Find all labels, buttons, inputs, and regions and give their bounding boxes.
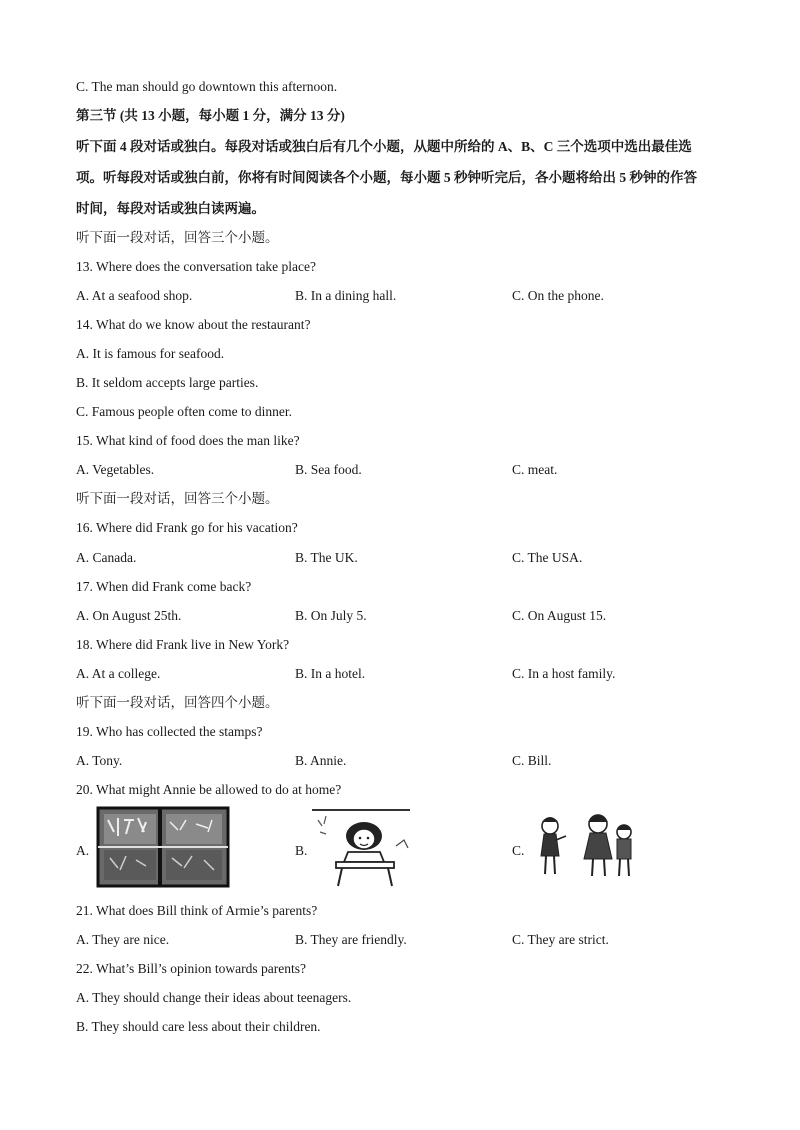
question-14: 14. What do we know about the restaurant? xyxy=(76,317,311,332)
dialogue-intro: 听下面一段对话，回答四个小题。 xyxy=(76,695,279,710)
q15-option-c[interactable]: C. meat. xyxy=(512,462,558,477)
question-22: 22. What’s Bill’s opinion towards parents? xyxy=(76,961,306,976)
picture-c-children-image xyxy=(530,812,640,884)
question-19: 19. Who has collected the stamps? xyxy=(76,724,263,739)
q13-option-b[interactable]: B. In a dining hall. xyxy=(295,288,397,303)
q17-option-c[interactable]: C. On August 15. xyxy=(512,608,607,623)
q14-option-b[interactable]: B. It seldom accepts large parties. xyxy=(76,375,259,390)
section-heading: 第三节 (共 13 小题，每小题 1 分，满分 13 分) xyxy=(76,108,345,123)
q19-option-c[interactable]: C. Bill. xyxy=(512,753,552,768)
q14-option-a[interactable]: A. It is famous for seafood. xyxy=(76,346,225,361)
q19-option-a[interactable]: A. Tony. xyxy=(76,753,123,768)
picture-a-board-image xyxy=(96,806,230,888)
q15-option-b[interactable]: B. Sea food. xyxy=(295,462,362,477)
q22-option-b[interactable]: B. They should care less about their children. xyxy=(76,1019,321,1034)
q20-option-b[interactable]: B. xyxy=(295,843,308,858)
q14-option-c[interactable]: C. Famous people often come to dinner. xyxy=(76,404,292,419)
q17-option-b[interactable]: B. On July 5. xyxy=(295,608,367,623)
q21-option-c[interactable]: C. They are strict. xyxy=(512,932,609,947)
q16-option-a[interactable]: A. Canada. xyxy=(76,550,137,565)
q20-option-c[interactable]: C. xyxy=(512,843,525,858)
instruction-line-3: 时间，每段对话或独白读两遍。 xyxy=(76,201,265,216)
q19-option-b[interactable]: B. Annie. xyxy=(295,753,347,768)
q18-option-a[interactable]: A. At a college. xyxy=(76,666,161,681)
q22-option-a[interactable]: A. They should change their ideas about teenagers. xyxy=(76,990,352,1005)
q20-option-a[interactable]: A. xyxy=(76,843,90,858)
q21-option-b[interactable]: B. They are friendly. xyxy=(295,932,407,947)
question-17: 17. When did Frank come back? xyxy=(76,579,252,594)
q21-option-a[interactable]: A. They are nice. xyxy=(76,932,170,947)
question-13: 13. Where does the conversation take place? xyxy=(76,259,317,274)
question-21: 21. What does Bill think of Armie’s parents? xyxy=(76,903,318,918)
q17-option-a[interactable]: A. On August 25th. xyxy=(76,608,182,623)
q16-option-c[interactable]: C. The USA. xyxy=(512,550,583,565)
question-16: 16. Where did Frank go for his vacation? xyxy=(76,520,298,535)
question-20: 20. What might Annie be allowed to do at home? xyxy=(76,782,342,797)
question-18: 18. Where did Frank live in New York? xyxy=(76,637,290,652)
q16-option-b[interactable]: B. The UK. xyxy=(295,550,358,565)
q13-option-a[interactable]: A. At a seafood shop. xyxy=(76,288,193,303)
dialogue-intro: 听下面一段对话，回答三个小题。 xyxy=(76,230,279,245)
dialogue-intro: 听下面一段对话，回答三个小题。 xyxy=(76,491,279,506)
q13-option-c[interactable]: C. On the phone. xyxy=(512,288,604,303)
instruction-line-1: 听下面 4 段对话或独白。每段对话或独白后有几个小题，从题中所给的 A、B、C 三个选项中选出最佳选 xyxy=(76,139,692,154)
picture-b-child-at-table-image xyxy=(312,806,412,888)
q15-option-a[interactable]: A. Vegetables. xyxy=(76,462,155,477)
question-15: 15. What kind of food does the man like? xyxy=(76,433,300,448)
q18-option-b[interactable]: B. In a hotel. xyxy=(295,666,366,681)
instruction-line-2: 项。听每段对话或独白前，你将有时间阅读各个小题，每小题 5 秒钟听完后，各小题将给出 5 秒钟的作答 xyxy=(76,170,697,185)
prev-option-line: C. The man should go downtown this afternoon. xyxy=(76,79,338,94)
q18-option-c[interactable]: C. In a host family. xyxy=(512,666,616,681)
